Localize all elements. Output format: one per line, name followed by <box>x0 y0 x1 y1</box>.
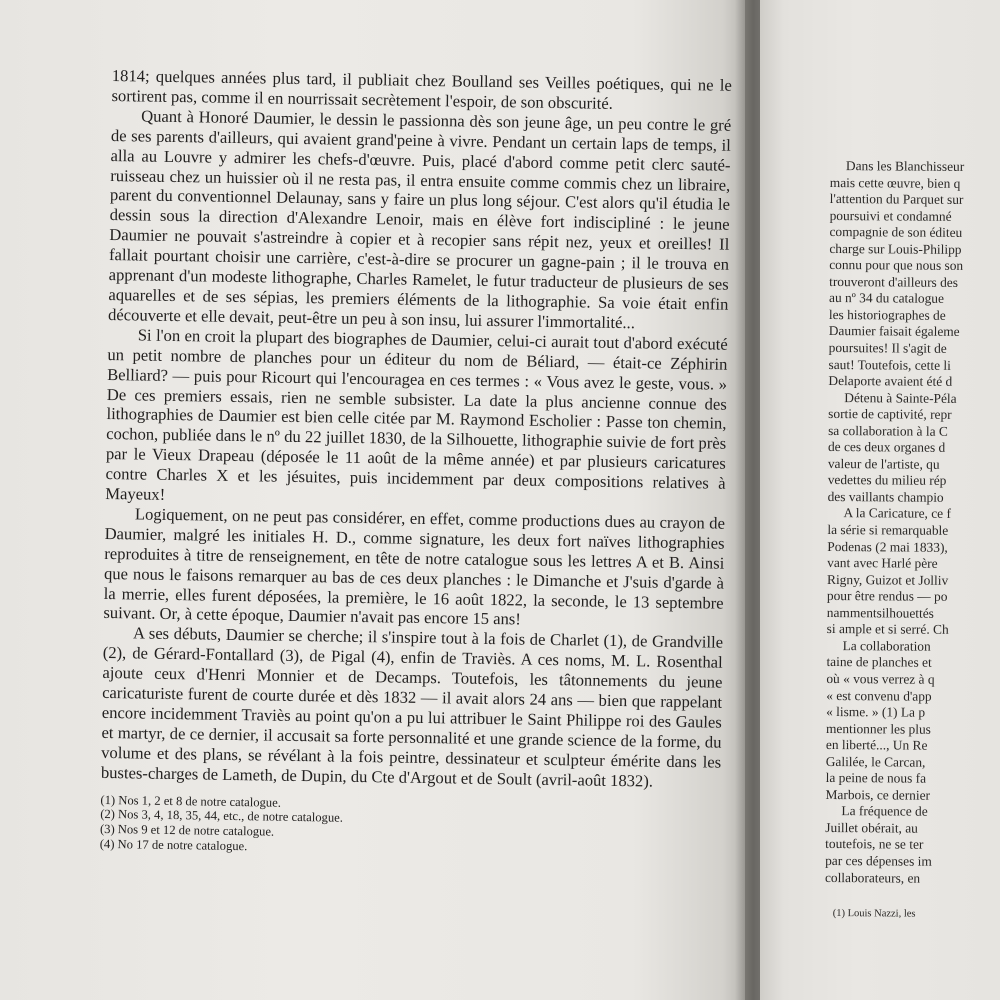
right-line: où « vous verrez à q <box>826 670 935 687</box>
right-line: poursuites! Il s'agit de <box>828 340 947 356</box>
right-line: Rigny, Guizot et Jolliv <box>827 571 949 588</box>
right-line: nammentsilhouettés <box>826 604 934 621</box>
footnote: (4) No 17 de notre catalogue. <box>99 836 248 854</box>
right-line: Daumier faisait égaleme <box>828 323 960 340</box>
right-line: la série si remarquable <box>827 522 949 538</box>
footnote: (3) Nos 9 et 12 de notre catalogue. <box>99 822 275 839</box>
paragraph-4: Logiquement, on ne peut pas considérer, en effet, comme productions dues au crayon de Daumier, malgré les initiales H. D., comme signature, les deux fort naïves lithographies reproduites à titre de renseignement, en tête de notre catalogue sous les lettres A et B. Ainsi que nous le faisons remarquer au bas de ces deux planches : le Dimanche et J'suis d'garde à la merrie, elles furent déposées, la première, le 16 août 1822, la seconde, le 13 septembre suivant. Or, à cette époque, Daumier n'avait pas encore 15 ans! <box>103 504 726 629</box>
right-footnote: (1) Louis Nazzi, les <box>832 908 916 920</box>
right-line: Galilée, le Carcan, <box>825 753 926 770</box>
right-line: « lisme. » (1) La p <box>826 704 926 720</box>
paragraph-1: 1814; quelques années plus tard, il publiait chez Boulland ses Veilles poétiques, qui ne le sortirent pas, comme il en nourrissait secrètement l'espoir, de son obscurité. <box>111 66 732 113</box>
right-line: La fréquence de <box>841 803 928 820</box>
paragraph-2: Quant à Honoré Daumier, le dessin le passionna dès son jeune âge, un peu contre le gré de ses parents d'ailleurs, qui avaient grand'peine à vivre. Pendant un certain laps de temps, il alla au Louvre y admirer les chefs-d'œuvre. Puis, placé d'abord comme petit clerc sauté-ruisseau chez un huissier où il ne resta pas, il entra ensuite comme commis chez un libraire, parent du conventionnel Delaunay, sans y faire un plus long séjour. C'est alors qu'il étudia le dessin sous la direction d'Alexandre Lenoir, mais en élève fort indiscipliné : le jeune Daumier ne pouvait s'astreindre à copier et à recopier sans répit nez, yeux et oreilles! Il fallait pourtant choisir une carrière, c'est-à-dire se procurer un gagne-pain ; il le trouva en apprenant d'un modeste lithographe, Charles Ramelet, le futur traducteur de plusieurs de ses aquarelles et de ses sépias, les premiers éléments de la lithographie. Sa voie était enfin découverte et elle devait, peut-être un peu à son insu, lui assurer l'immortalité... <box>107 106 732 333</box>
right-line: par ces dépenses im <box>825 852 932 869</box>
right-line: taine de planches et <box>826 654 932 671</box>
right-line: mais cette œuvre, bien q <box>829 174 961 191</box>
right-line: sa collaboration à la C <box>828 422 948 439</box>
right-line: des vaillants champio <box>827 488 944 505</box>
right-line: sortie de captivité, repr <box>828 406 952 423</box>
right-line: en liberté..., Un Re <box>825 737 928 753</box>
right-line: Marbois, ce dernier <box>825 786 931 803</box>
right-line: si ample et si serré. Ch <box>826 621 949 638</box>
right-line: pour être rendus — po <box>826 588 948 605</box>
paragraph-3: Si l'on en croit la plupart des biographes de Daumier, celui-ci aurait tout d'abord exécuté un petit nombre de planches pour un éditeur du nom de Béliard, — était-ce Zéphirin Belliard? — puis pour Ricourt qui l'encouragea en ces termes : « Vous avez le geste, vous. » De ces premiers essais, rien ne semble subsister. La date la plus ancienne connue des lithographies de Daumier est bien celle citée par M. Raymond Escholier : Passe ton chemin, cochon, publiée dans le nº du 22 juillet 1830, de la Silhouette, lithographie suivie de fort près par le Vieux Drapeau (déposée le 11 août de la même année) et par plusieurs caricatures contre Charles X et les jésuites, puis incidemment par deux compositions relatives à Mayeux! <box>105 325 728 504</box>
paragraph-5: A ses débuts, Daumier se cherche; il s'inspire tout à la fois de Charlet (1), de Grandville (2), de Gérard-Fontallard (3), de Pigal (4), enfin de Traviès. A ces noms, M. L. Rosenthal ajoute ceux d'Henri Monnier et de Decamps. Toutefois, les tâtonnements du jeune caricaturiste furent de courte durée et dès 1832 — il avait alors 24 ans — bien que rappelant encore incidemment Traviès au point qu'on a pu lui attribuer le Saint Philippe roi des Gaules et martyr, de ce dernier, il accusait sa forte personnalité et une grande science de la forme, du volume et des plans, se révélant à la fois peintre, dessinateur et sculpteur émérite dans les bustes-charges de Lameth, de Dupin, du Cte d'Argout et de Soult (avril-août 1832). <box>100 623 724 791</box>
right-line: Dans les Blanchisseur <box>845 158 965 174</box>
footnotes <box>100 793 721 862</box>
right-line: l'attention du Parquet sur <box>829 191 964 208</box>
right-line: vedettes du milieu rép <box>827 472 947 489</box>
right-line: Juillet obérait, au <box>825 819 918 836</box>
right-line: toutefois, ne se ter <box>825 836 924 853</box>
right-line: connu pour que nous son <box>829 257 964 274</box>
right-line: saut! Toutefois, cette li <box>828 356 951 373</box>
right-line: de ces deux organes d <box>827 439 946 456</box>
right-line: compagnie de son éditeu <box>829 224 963 241</box>
right-line: charge sur Louis-Philipp <box>829 240 962 257</box>
right-line: la peine de nous fa <box>825 770 927 786</box>
right-line: La collaboration <box>842 637 931 654</box>
right-line: trouveront d'ailleurs des <box>829 273 959 290</box>
right-line: Podenas (2 mai 1833), <box>827 538 948 555</box>
right-page-text <box>825 158 1000 925</box>
right-line: « est convenu d'app <box>826 687 932 704</box>
right-line: poursuivi et condamné <box>829 207 952 224</box>
footnote: (2) Nos 3, 4, 18, 35, 44, etc., de notre catalogue. <box>100 807 344 826</box>
right-line: mentionner les plus <box>825 720 931 737</box>
left-page-text <box>100 66 732 861</box>
right-line: vant avec Harlé père <box>827 555 938 571</box>
right-line: A la Caricature, ce f <box>843 505 952 522</box>
right-page <box>760 0 1000 1000</box>
right-line: collaborateurs, en <box>824 869 921 886</box>
right-line: au nº 34 du catalogue <box>828 290 945 307</box>
footnote: (1) Nos 1, 2 et 8 de notre catalogue. <box>100 792 282 810</box>
right-line: Détenu à Sainte-Péla <box>844 389 957 406</box>
right-line: valeur de l'artiste, qu <box>827 455 940 472</box>
right-line: Delaporte avaient été d <box>828 373 953 389</box>
right-line: les historiographes de <box>828 306 946 323</box>
